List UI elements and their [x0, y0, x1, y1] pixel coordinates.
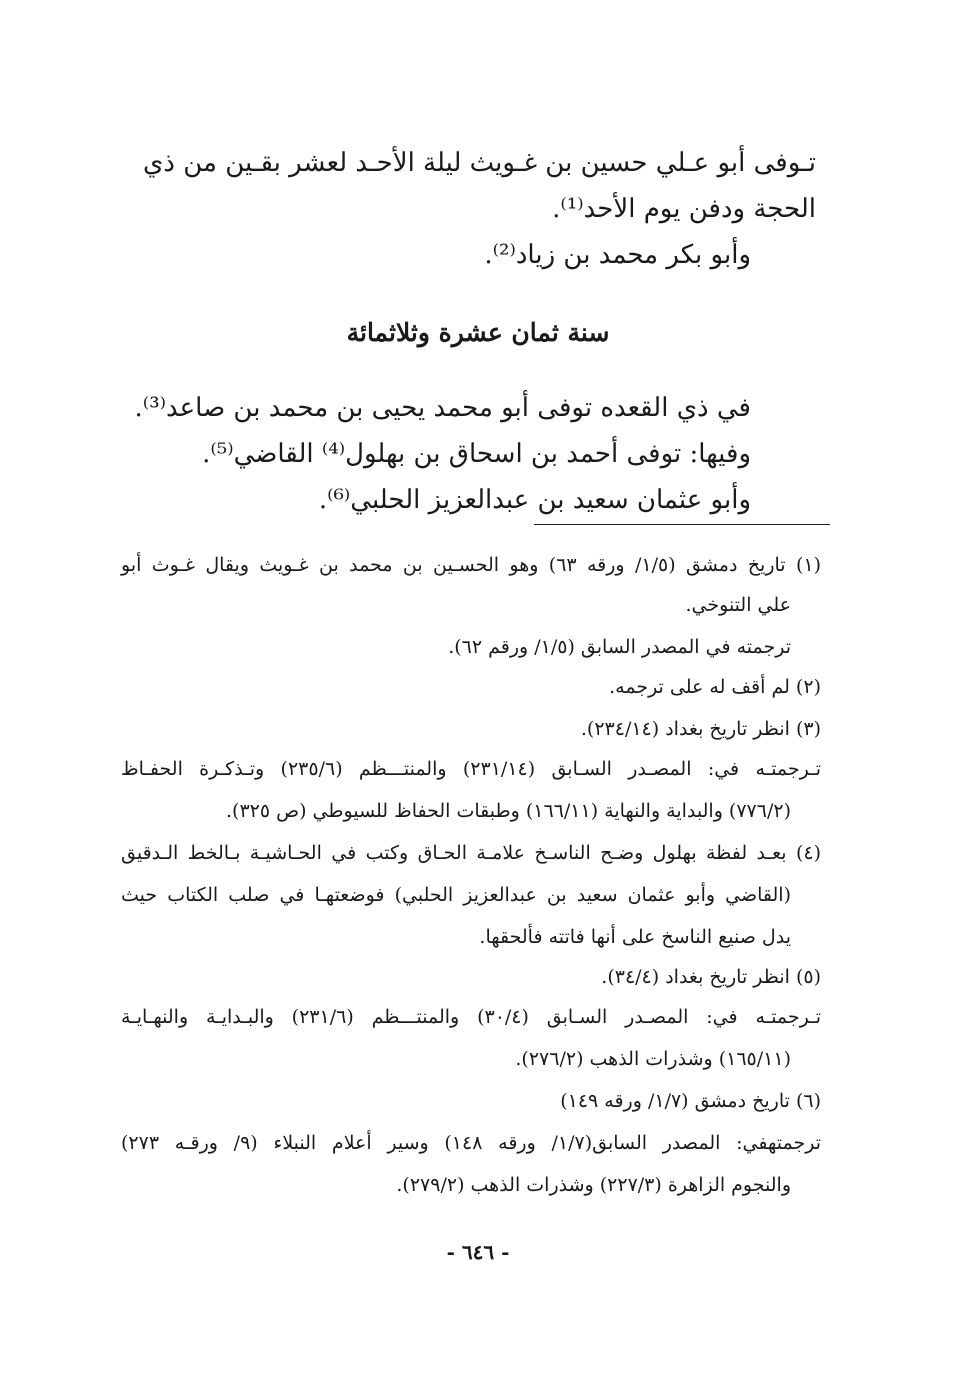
body-line: الحجة ودفن يوم الأحد⁽¹⁾.: [552, 194, 816, 224]
footnote-line: ترجمتهفي: المصدر السابق(١/٧/ ورقه ١٤٨) وسير أعلام النبلاء (٩/ ورقـه ٢٧٣): [121, 1132, 821, 1154]
section-line: في ذي القعده توفى أبو محمد يحيى بن محمد بن صاعد⁽³⁾.: [134, 393, 751, 423]
footnote-line: علي التنوخي.: [685, 594, 791, 616]
footnote-line: تـرجمتـه في: المصـدر السـابق (٣٠/٤) والمنتـــظم (٢٣١/٦) والبـدايـة والنهـايـة: [121, 1006, 821, 1028]
footnote-line: يدل صنيع الناسخ على أنها فاتته فألحقها.: [479, 926, 791, 948]
footnote-line: (١) تاريخ دمشق (١/٥/ ورقه ٦٣) وهو الحسـين بن محمد بن غـويث ويقال غـوث أبو: [121, 554, 822, 576]
footnote-separator: [534, 524, 830, 525]
body-line: تـوفى أبو عـلي حسين بن غـويث ليلة الأحـد لعشر بقـين من ذي: [143, 148, 816, 178]
footnote-line: (٦) تاريخ دمشق (١/٧/ ورقه ١٤٩): [560, 1090, 821, 1112]
footnote-line: (٤) بعـد لفظة بهلول وضـح الناسـخ علامـة الحـاق وكتب في الحـاشيـة بـالخط الـدقيق: [121, 842, 821, 864]
footnote-line: (٣) انظر تاريخ بغداد (٢٣٤/١٤).: [580, 718, 821, 740]
page-number: - ٦٤٦ -: [446, 1240, 510, 1264]
footnote-line: والنجوم الزاهرة (٢٢٧/٣) وشذرات الذهب (٢٧٩/٢).: [396, 1174, 791, 1196]
footnote-line: تـرجمتـه في: المصـدر السـابق (٢٣١/١٤) والمنتـــظم (٢٣٥/٦) وتـذكـرة الحفـاظ: [121, 758, 821, 780]
footnote-line: (٧٧٦/٢) والبداية والنهاية (١٦٦/١١) وطبقات الحفاظ للسيوطي (ص ٣٢٥).: [226, 800, 791, 822]
section-line: وأبو عثمان سعيد بن عبدالعزيز الحلبي⁽⁶⁾.: [318, 485, 751, 515]
footnote-line: (١٦٥/١١) وشذرات الذهب (٢٧٦/٢).: [515, 1048, 791, 1070]
footnote-line: (القاضي وأبو عثمان سعيد بن عبدالعزيز الحلبي) فوضعتهـا في صلب الكتاب حيث: [121, 884, 791, 906]
section-title: سنة ثمان عشرة وثلاثمائة: [346, 318, 610, 347]
footnote-line: (٢) لم أقف له على ترجمه.: [609, 676, 821, 698]
body-line: وأبو بكر محمد بن زياد⁽²⁾.: [484, 240, 751, 270]
section-line: وفيها: توفى أحمد بن اسحاق بن بهلول⁽⁴⁾ القاضي⁽⁵⁾.: [202, 439, 751, 469]
footnote-line: ترجمته في المصدر السابق (١/٥/ ورقم ٦٢).: [448, 636, 791, 658]
footnote-line: (٥) انظر تاريخ بغداد (٣٤/٤).: [601, 966, 821, 988]
